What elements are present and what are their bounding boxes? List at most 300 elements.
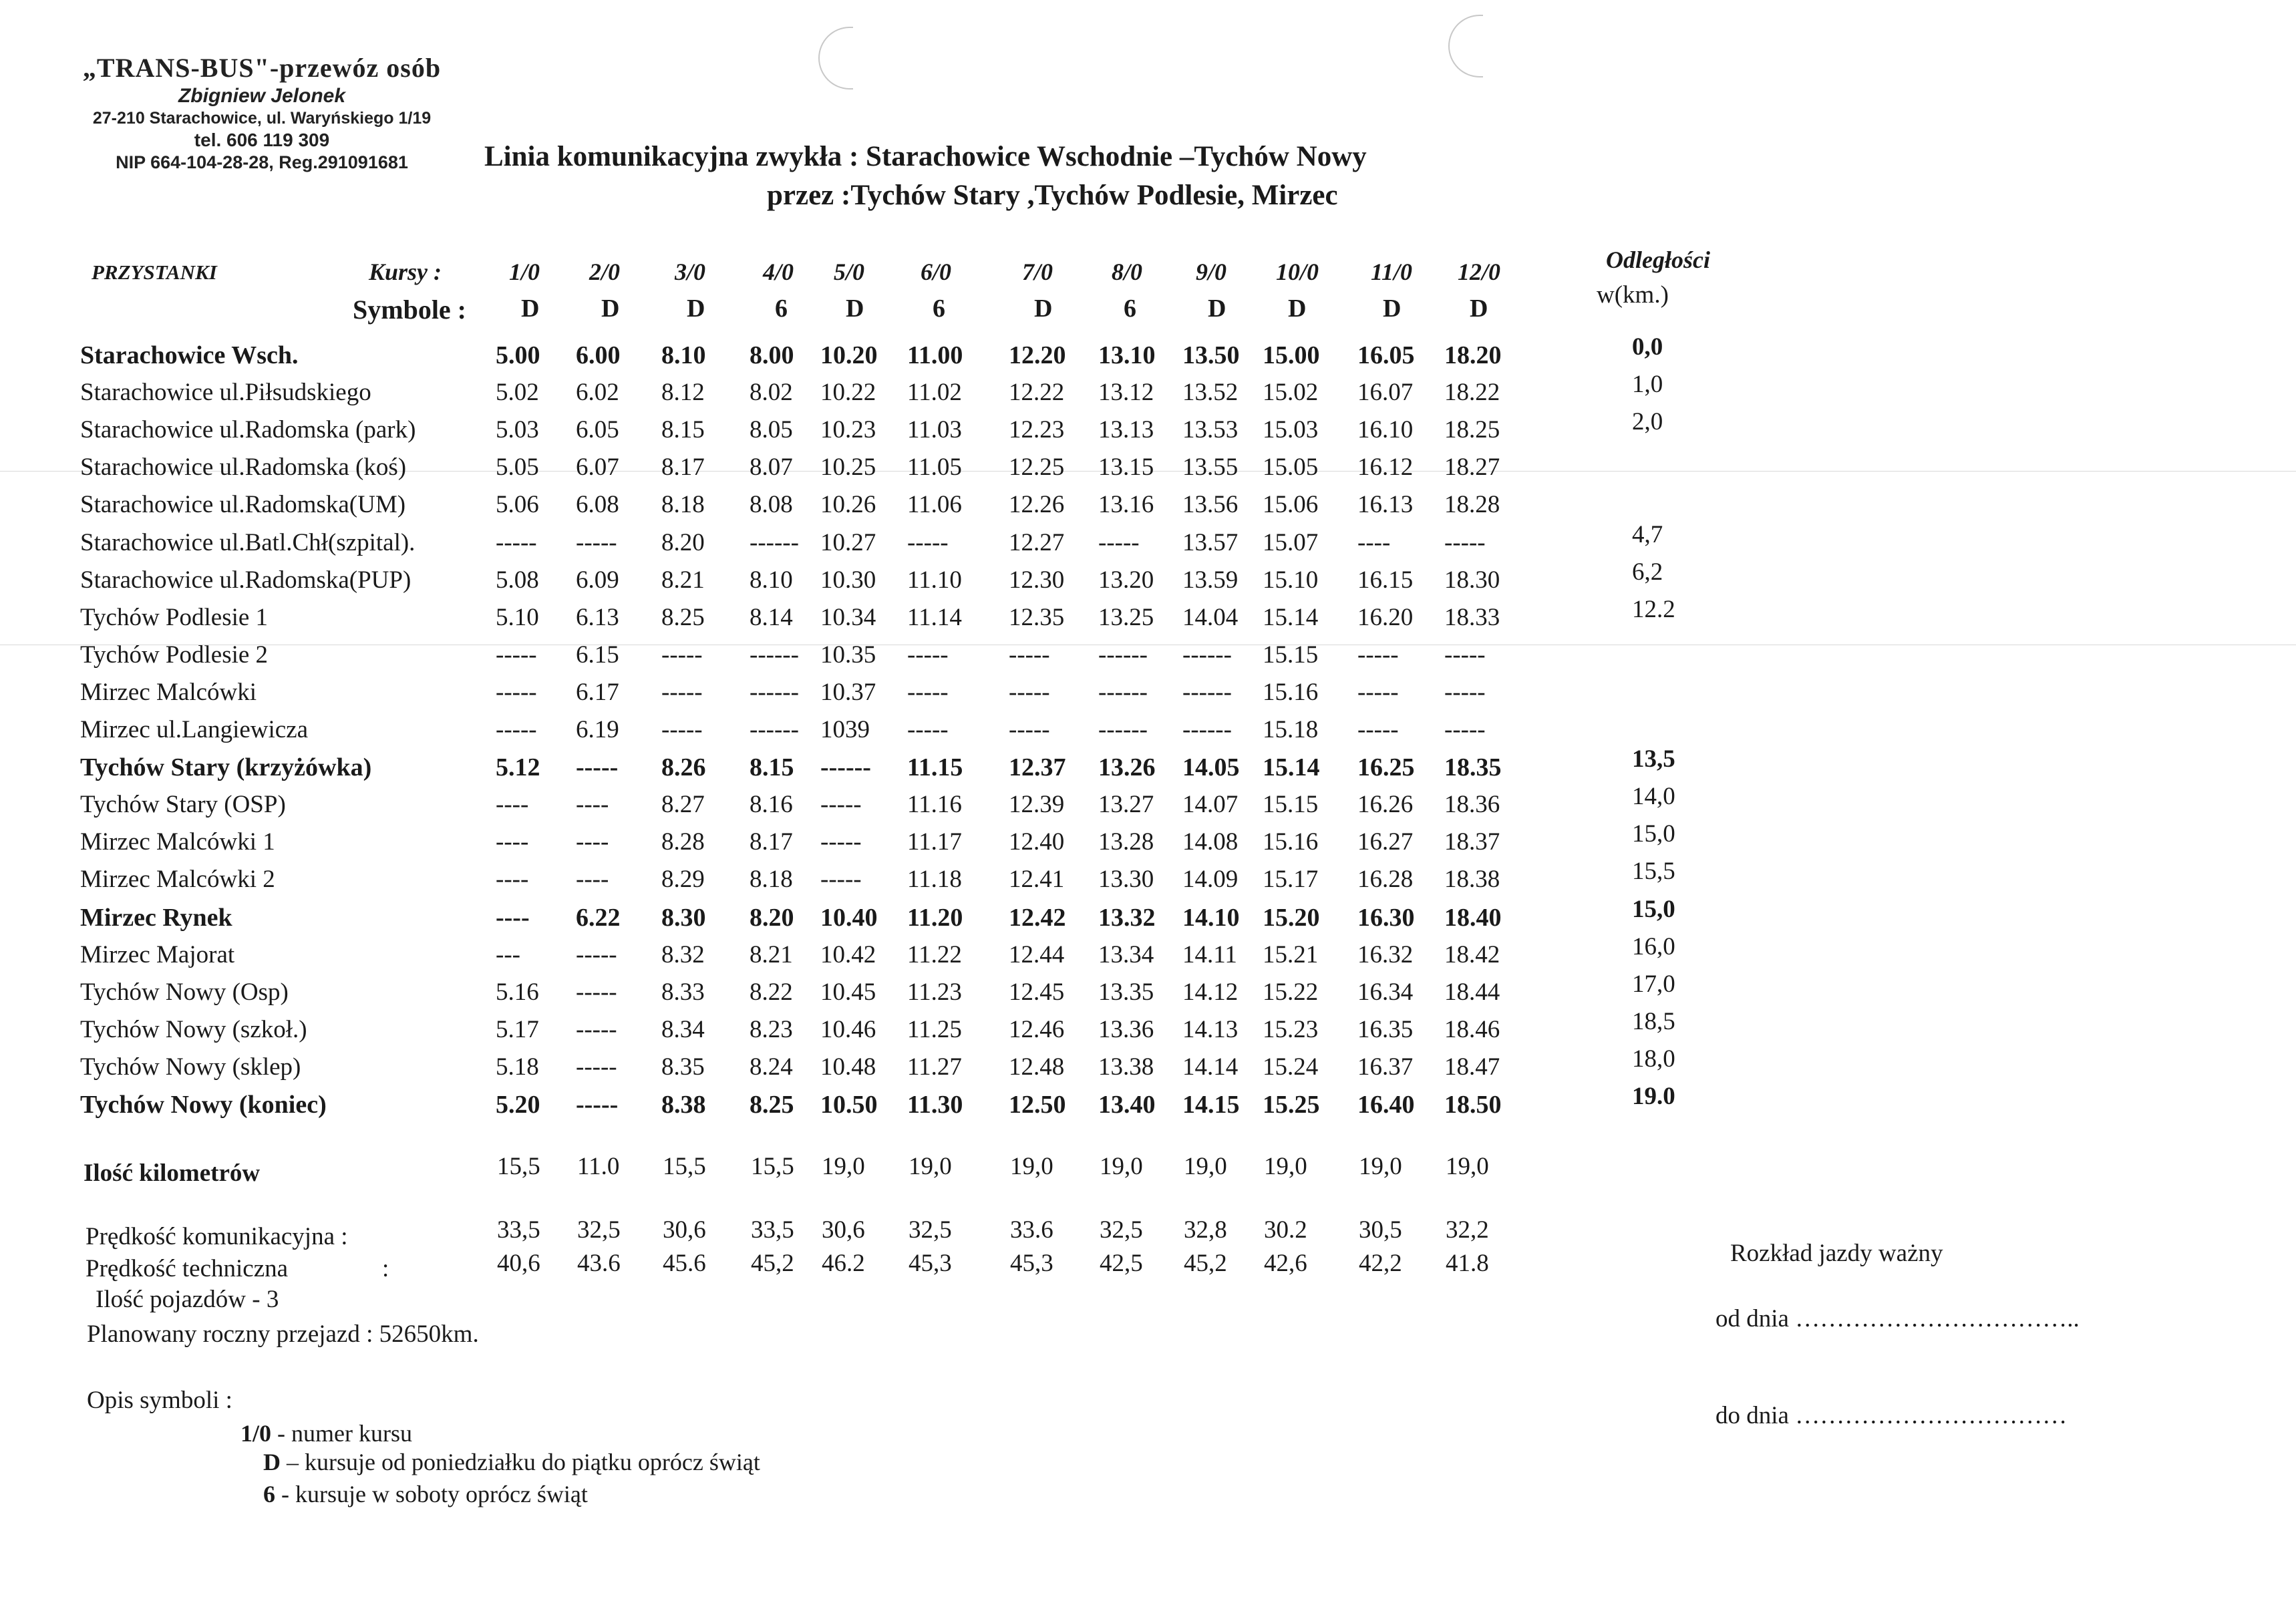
- departure-time: 16.12: [1357, 454, 1414, 482]
- departure-time: 5.02: [496, 379, 539, 407]
- course-symbol: 6: [775, 295, 788, 323]
- km-value: 15,5: [751, 1153, 794, 1180]
- departure-time: 8.32: [661, 940, 705, 968]
- departure-time: 10.25: [820, 454, 876, 482]
- departure-time: ----: [496, 828, 529, 856]
- departure-time: 15.23: [1263, 1015, 1319, 1043]
- km-value: 19,0: [1010, 1153, 1053, 1180]
- departure-time: ----: [576, 791, 609, 819]
- km-value: 11.0: [577, 1153, 620, 1180]
- departure-time: 16.28: [1357, 866, 1414, 894]
- course-number: 8/0: [1112, 258, 1143, 285]
- departure-time: 10.22: [820, 379, 876, 407]
- speed-tech-value: 40,6: [497, 1250, 540, 1277]
- stop-name: Tychów Nowy (sklep): [80, 1053, 301, 1081]
- speed-comm-value: 32,5: [909, 1216, 952, 1244]
- legend-item: [263, 1480, 588, 1508]
- departure-time: 16.34: [1357, 978, 1414, 1006]
- speed-tech-value: 43.6: [577, 1250, 621, 1277]
- company-name: „TRANS-BUS"-przewóz osób: [82, 53, 442, 83]
- departure-time: -----: [907, 528, 949, 556]
- departure-time: -----: [820, 828, 862, 856]
- departure-time: 6.08: [576, 491, 619, 519]
- stop-name: Tychów Stary (OSP): [80, 791, 286, 819]
- stop-distance: 15,0: [1632, 820, 1675, 848]
- stop-distance: 13,5: [1632, 745, 1675, 773]
- departure-time: -----: [661, 716, 703, 743]
- departure-time: 11.27: [907, 1053, 962, 1081]
- speed-tech-value: 42,6: [1264, 1250, 1307, 1277]
- departure-time: -----: [661, 678, 703, 706]
- km-value: 19,0: [1100, 1153, 1143, 1180]
- departure-time: ------: [820, 753, 871, 782]
- departure-time: -----: [1009, 716, 1050, 743]
- departure-time: 10.26: [820, 491, 876, 519]
- company-ids: NIP 664-104-28-28, Reg.291091681: [116, 152, 408, 172]
- speed-comm-value: 30.2: [1264, 1216, 1307, 1244]
- departure-time: 8.14: [750, 603, 793, 631]
- departure-time: 13.15: [1098, 454, 1154, 482]
- departure-time: 11.20: [907, 903, 963, 932]
- departure-time: 5.05: [496, 454, 539, 482]
- departure-time: 18.27: [1444, 454, 1500, 482]
- departure-time: -----: [1357, 716, 1399, 743]
- speed-comm-value: 33,5: [497, 1216, 540, 1244]
- departure-time: 11.22: [907, 940, 962, 968]
- departure-time: 15.10: [1263, 566, 1319, 594]
- vehicles-count: Ilość pojazdów - 3: [96, 1286, 279, 1313]
- departure-time: -----: [1444, 678, 1486, 706]
- departure-time: -----: [576, 940, 617, 968]
- distance-unit-header: w(km.): [1597, 281, 1669, 309]
- departure-time: 10.46: [820, 1015, 876, 1043]
- departure-time: 8.08: [750, 491, 793, 519]
- course-number: 10/0: [1276, 258, 1319, 285]
- speed-comm-value: 32,8: [1184, 1216, 1227, 1244]
- speed-tech-value: 45,2: [751, 1250, 794, 1277]
- departure-time: 18.46: [1444, 1015, 1500, 1043]
- departure-time: 14.15: [1182, 1091, 1240, 1119]
- departure-time: 16.25: [1357, 753, 1415, 782]
- departure-time: 5.17: [496, 1015, 539, 1043]
- departure-time: 5.03: [496, 416, 539, 444]
- departure-time: 12.35: [1009, 603, 1065, 631]
- valid-to: do dnia ……………………………: [1715, 1402, 2068, 1429]
- departure-time: 18.50: [1444, 1091, 1502, 1119]
- stop-name: Starachowice ul.Batl.Chł(szpital).: [80, 528, 416, 556]
- departure-time: 16.27: [1357, 828, 1414, 856]
- stops-header: PRZYSTANKI: [92, 260, 217, 284]
- departure-time: ---: [496, 940, 520, 968]
- departure-time: ------: [1182, 678, 1232, 706]
- departure-time: 13.32: [1098, 903, 1156, 932]
- stop-distance: 18,5: [1632, 1007, 1675, 1035]
- departure-time: ------: [1098, 678, 1148, 706]
- departure-time: 13.56: [1182, 491, 1239, 519]
- departure-time: 13.59: [1182, 566, 1239, 594]
- departure-time: ------: [750, 641, 799, 669]
- km-value: 19,0: [1359, 1153, 1402, 1180]
- departure-time: 5.18: [496, 1053, 539, 1081]
- departure-time: 5.08: [496, 566, 539, 594]
- departure-time: 11.14: [907, 603, 962, 631]
- departure-time: 8.07: [750, 454, 793, 482]
- departure-time: -----: [1444, 716, 1486, 743]
- departure-time: 8.00: [750, 341, 794, 369]
- speed-tech-value: 45,3: [1010, 1250, 1053, 1277]
- departure-time: -----: [907, 716, 949, 743]
- departure-time: 13.55: [1182, 454, 1239, 482]
- departure-time: 10.37: [820, 678, 876, 706]
- stop-distance: 14,0: [1632, 783, 1675, 811]
- departure-time: ------: [1098, 641, 1148, 669]
- departure-time: 15.20: [1263, 903, 1320, 932]
- departure-time: 11.05: [907, 454, 962, 482]
- departure-time: 10.40: [820, 903, 878, 932]
- departure-time: 18.20: [1444, 341, 1502, 369]
- stop-name: Mirzec Majorat: [80, 940, 235, 968]
- course-number: 9/0: [1196, 258, 1227, 285]
- departure-time: 15.00: [1263, 341, 1320, 369]
- line-title: Linia komunikacyjna zwykła : Starachowice Wschodnie –Tychów Nowy: [484, 141, 1367, 172]
- departure-time: 18.47: [1444, 1053, 1500, 1081]
- departure-time: 10.30: [820, 566, 876, 594]
- valid-from: od dnia ……………………………..: [1715, 1305, 2080, 1332]
- departure-time: 14.08: [1182, 828, 1239, 856]
- departure-time: 16.26: [1357, 791, 1414, 819]
- departure-time: 18.28: [1444, 491, 1500, 519]
- stop-distance: 4,7: [1632, 520, 1663, 548]
- departure-time: 13.16: [1098, 491, 1154, 519]
- departure-time: 18.35: [1444, 753, 1502, 782]
- speed-tech-value: 45.6: [663, 1250, 706, 1277]
- departure-time: 11.17: [907, 828, 962, 856]
- departure-time: 5.00: [496, 341, 540, 369]
- course-number: 7/0: [1022, 258, 1053, 285]
- departure-time: 8.24: [750, 1053, 793, 1081]
- departure-time: 14.12: [1182, 978, 1239, 1006]
- km-value: 15,5: [497, 1153, 540, 1180]
- departure-time: 8.18: [661, 491, 705, 519]
- departure-time: 18.44: [1444, 978, 1500, 1006]
- departure-time: 15.15: [1263, 641, 1319, 669]
- departure-time: 8.27: [661, 791, 705, 819]
- departure-time: 13.10: [1098, 341, 1156, 369]
- departure-time: 12.39: [1009, 791, 1065, 819]
- departure-time: 14.13: [1182, 1015, 1239, 1043]
- departure-time: -----: [576, 1015, 617, 1043]
- departure-time: 6.09: [576, 566, 619, 594]
- stop-distance: 17,0: [1632, 970, 1675, 998]
- departure-time: 11.18: [907, 866, 962, 894]
- course-number: 1/0: [509, 258, 540, 285]
- course-number: 3/0: [675, 258, 706, 285]
- stop-name: Mirzec ul.Langiewicza: [80, 716, 309, 743]
- departure-time: 15.16: [1263, 828, 1319, 856]
- departure-time: ----: [576, 866, 609, 894]
- speed-comm-value: 32,5: [577, 1216, 621, 1244]
- departure-time: 15.14: [1263, 753, 1320, 782]
- departure-time: 11.23: [907, 978, 962, 1006]
- speed-tech-value: 42,5: [1100, 1250, 1143, 1277]
- speed-comm-value: 30,6: [663, 1216, 706, 1244]
- departure-time: 18.33: [1444, 603, 1500, 631]
- stop-name: Tychów Podlesie 1: [80, 603, 269, 631]
- departure-time: ------: [750, 528, 799, 556]
- speed-comm-label: Prędkość komunikacyjna :: [86, 1223, 348, 1250]
- departure-time: 10.23: [820, 416, 876, 444]
- departure-time: 14.05: [1182, 753, 1240, 782]
- departure-time: ------: [750, 716, 799, 743]
- departure-time: 12.27: [1009, 528, 1065, 556]
- departure-time: 16.40: [1357, 1091, 1415, 1119]
- departure-time: 16.37: [1357, 1053, 1414, 1081]
- symbols-label: Symbole :: [353, 295, 466, 325]
- departure-time: -----: [496, 678, 537, 706]
- departure-time: 16.13: [1357, 491, 1414, 519]
- departure-time: 15.17: [1263, 866, 1319, 894]
- departure-time: 8.15: [750, 753, 794, 782]
- departure-time: 10.50: [820, 1091, 878, 1119]
- departure-time: -----: [576, 528, 617, 556]
- speed-comm-value: 30,6: [822, 1216, 865, 1244]
- departure-time: 15.18: [1263, 716, 1319, 743]
- departure-time: 8.29: [661, 866, 705, 894]
- departure-time: 13.12: [1098, 379, 1154, 407]
- departure-time: 14.09: [1182, 866, 1239, 894]
- course-number: 6/0: [921, 258, 952, 285]
- departure-time: 11.03: [907, 416, 962, 444]
- departure-time: 8.21: [750, 940, 793, 968]
- departure-time: 10.42: [820, 940, 876, 968]
- departure-time: 8.34: [661, 1015, 705, 1043]
- departure-time: -----: [1098, 528, 1140, 556]
- departure-time: 13.27: [1098, 791, 1154, 819]
- distance-header: Odległości: [1606, 246, 1710, 273]
- departure-time: 13.30: [1098, 866, 1154, 894]
- departure-time: 14.04: [1182, 603, 1239, 631]
- departure-time: 16.20: [1357, 603, 1414, 631]
- departure-time: 16.07: [1357, 379, 1414, 407]
- speed-tech-colon: :: [382, 1255, 389, 1282]
- departure-time: 18.40: [1444, 903, 1502, 932]
- departure-time: -----: [820, 791, 862, 819]
- departure-time: 12.22: [1009, 379, 1065, 407]
- departure-time: 11.15: [907, 753, 963, 782]
- speed-comm-value: 32,2: [1446, 1216, 1489, 1244]
- departure-time: -----: [576, 753, 619, 782]
- course-symbol: D: [1208, 295, 1226, 323]
- departure-time: 15.03: [1263, 416, 1319, 444]
- departure-time: 16.05: [1357, 341, 1415, 369]
- departure-time: 15.16: [1263, 678, 1319, 706]
- stop-name: Mirzec Malcówki: [80, 678, 257, 706]
- departure-time: 11.02: [907, 379, 962, 407]
- validity-title: Rozkład jazdy ważny: [1730, 1240, 1943, 1267]
- speed-tech-value: 45,3: [909, 1250, 952, 1277]
- departure-time: 6.07: [576, 454, 619, 482]
- departure-time: 15.21: [1263, 940, 1319, 968]
- course-number: 5/0: [834, 258, 865, 285]
- departure-time: 11.10: [907, 566, 962, 594]
- departure-time: -----: [1009, 641, 1050, 669]
- departure-time: -----: [576, 1053, 617, 1081]
- departure-time: 10.45: [820, 978, 876, 1006]
- stop-name: Starachowice ul.Radomska(UM): [80, 491, 406, 519]
- departure-time: 12.50: [1009, 1091, 1066, 1119]
- speed-comm-value: 33,5: [751, 1216, 794, 1244]
- departure-time: -----: [907, 641, 949, 669]
- km-value: 15,5: [663, 1153, 706, 1180]
- stop-name: Mirzec Malcówki 1: [80, 828, 275, 856]
- punch-hole-mark: [818, 27, 853, 90]
- departure-time: 13.20: [1098, 566, 1154, 594]
- departure-time: 16.30: [1357, 903, 1415, 932]
- legend-item: [263, 1448, 760, 1476]
- departure-time: 18.36: [1444, 791, 1500, 819]
- departure-time: 13.57: [1182, 528, 1239, 556]
- stop-name: Starachowice ul.Radomska(PUP): [80, 566, 412, 594]
- speed-tech-label: Prędkość techniczna: [86, 1255, 289, 1282]
- km-value: 19,0: [1184, 1153, 1227, 1180]
- departure-time: 12.30: [1009, 566, 1065, 594]
- legend-text: - numer kursu: [271, 1420, 412, 1447]
- departure-time: 8.17: [661, 454, 705, 482]
- stop-name: Starachowice ul.Piłsudskiego: [80, 379, 371, 407]
- departure-time: 16.10: [1357, 416, 1414, 444]
- departure-time: 8.25: [661, 603, 705, 631]
- departure-time: 13.34: [1098, 940, 1154, 968]
- departure-time: 8.02: [750, 379, 793, 407]
- speed-comm-value: 33.6: [1010, 1216, 1053, 1244]
- departure-time: 8.33: [661, 978, 705, 1006]
- departure-time: 13.26: [1098, 753, 1156, 782]
- legend-title: Opis symboli :: [87, 1387, 232, 1414]
- departure-time: 12.44: [1009, 940, 1065, 968]
- departure-time: 8.28: [661, 828, 705, 856]
- departure-time: 15.22: [1263, 978, 1319, 1006]
- departure-time: -----: [576, 978, 617, 1006]
- departure-time: -----: [1444, 641, 1486, 669]
- departure-time: ------: [1182, 641, 1232, 669]
- departure-time: 10.20: [820, 341, 878, 369]
- course-symbol: D: [521, 295, 540, 323]
- departure-time: -----: [576, 1091, 619, 1119]
- departure-time: 8.20: [661, 528, 705, 556]
- course-symbol: 6: [933, 295, 945, 323]
- legend-text: – kursuje od poniedziałku do piątku oprócz świąt: [281, 1449, 760, 1475]
- departure-time: ------: [1182, 716, 1232, 743]
- departure-time: -----: [496, 641, 537, 669]
- km-label: Ilość kilometrów: [84, 1159, 261, 1187]
- legend-symbol: 1/0: [240, 1420, 272, 1447]
- departure-time: 1039: [820, 716, 870, 743]
- company-owner: Zbigniew Jelonek: [178, 85, 346, 107]
- speed-tech-value: 42,2: [1359, 1250, 1402, 1277]
- departure-time: 18.22: [1444, 379, 1500, 407]
- departure-time: 14.10: [1182, 903, 1240, 932]
- departure-time: 12.37: [1009, 753, 1066, 782]
- departure-time: 13.40: [1098, 1091, 1156, 1119]
- departure-time: 8.26: [661, 753, 706, 782]
- departure-time: 18.42: [1444, 940, 1500, 968]
- stop-distance: 15,5: [1632, 858, 1675, 886]
- departure-time: ----: [496, 866, 529, 894]
- departure-time: ----: [496, 903, 530, 932]
- departure-time: 8.15: [661, 416, 705, 444]
- departure-time: ------: [1098, 716, 1148, 743]
- departure-time: 10.35: [820, 641, 876, 669]
- stop-distance: 15,0: [1632, 895, 1675, 923]
- departure-time: 8.23: [750, 1015, 793, 1043]
- departure-time: 8.35: [661, 1053, 705, 1081]
- departure-time: 18.25: [1444, 416, 1500, 444]
- departure-time: 5.06: [496, 491, 539, 519]
- departure-time: 6.15: [576, 641, 619, 669]
- departure-time: 5.20: [496, 1091, 540, 1119]
- departure-time: 11.06: [907, 491, 962, 519]
- stop-distance: 18,0: [1632, 1045, 1675, 1073]
- departure-time: 13.53: [1182, 416, 1239, 444]
- departure-time: -----: [1009, 678, 1050, 706]
- departure-time: 15.25: [1263, 1091, 1320, 1119]
- course-symbol: D: [1383, 295, 1402, 323]
- km-value: 19,0: [909, 1153, 952, 1180]
- departure-time: 12.46: [1009, 1015, 1065, 1043]
- course-symbol: D: [1034, 295, 1053, 323]
- legend-text: - kursuje w soboty oprócz świąt: [275, 1481, 588, 1507]
- km-value: 19,0: [1264, 1153, 1307, 1180]
- departure-time: 11.25: [907, 1015, 962, 1043]
- departure-time: 8.10: [661, 341, 706, 369]
- departure-time: 8.10: [750, 566, 793, 594]
- departure-time: 12.42: [1009, 903, 1066, 932]
- departure-time: 15.24: [1263, 1053, 1319, 1081]
- departure-time: 14.11: [1182, 940, 1237, 968]
- departure-time: 15.05: [1263, 454, 1319, 482]
- departure-time: 6.19: [576, 716, 619, 743]
- departure-time: 8.12: [661, 379, 705, 407]
- km-value: 19,0: [822, 1153, 865, 1180]
- course-symbol: D: [601, 295, 620, 323]
- departure-time: 13.52: [1182, 379, 1239, 407]
- legend-symbol: D: [263, 1449, 281, 1475]
- departure-time: 13.13: [1098, 416, 1154, 444]
- departure-time: 8.25: [750, 1091, 794, 1119]
- company-phone: tel. 606 119 309: [194, 130, 330, 150]
- departure-time: 12.48: [1009, 1053, 1065, 1081]
- departure-time: 6.22: [576, 903, 621, 932]
- departure-time: 5.16: [496, 978, 539, 1006]
- departure-time: 8.30: [661, 903, 706, 932]
- course-number: 12/0: [1458, 258, 1501, 285]
- departure-time: 18.37: [1444, 828, 1500, 856]
- stop-distance: 2,0: [1632, 408, 1663, 436]
- stop-name: Mirzec Malcówki 2: [80, 866, 275, 894]
- course-symbol: D: [1470, 295, 1488, 323]
- departure-time: ------: [750, 678, 799, 706]
- departure-time: ----: [496, 791, 529, 819]
- departure-time: 6.13: [576, 603, 619, 631]
- departure-time: 13.36: [1098, 1015, 1154, 1043]
- departure-time: 8.21: [661, 566, 705, 594]
- speed-comm-value: 30,5: [1359, 1216, 1402, 1244]
- departure-time: 13.50: [1182, 341, 1240, 369]
- annual-distance: Planowany roczny przejazd : 52650km.: [87, 1320, 479, 1348]
- stop-distance: 6,2: [1632, 558, 1663, 586]
- stop-distance: 19.0: [1632, 1083, 1675, 1110]
- departure-time: 10.48: [820, 1053, 876, 1081]
